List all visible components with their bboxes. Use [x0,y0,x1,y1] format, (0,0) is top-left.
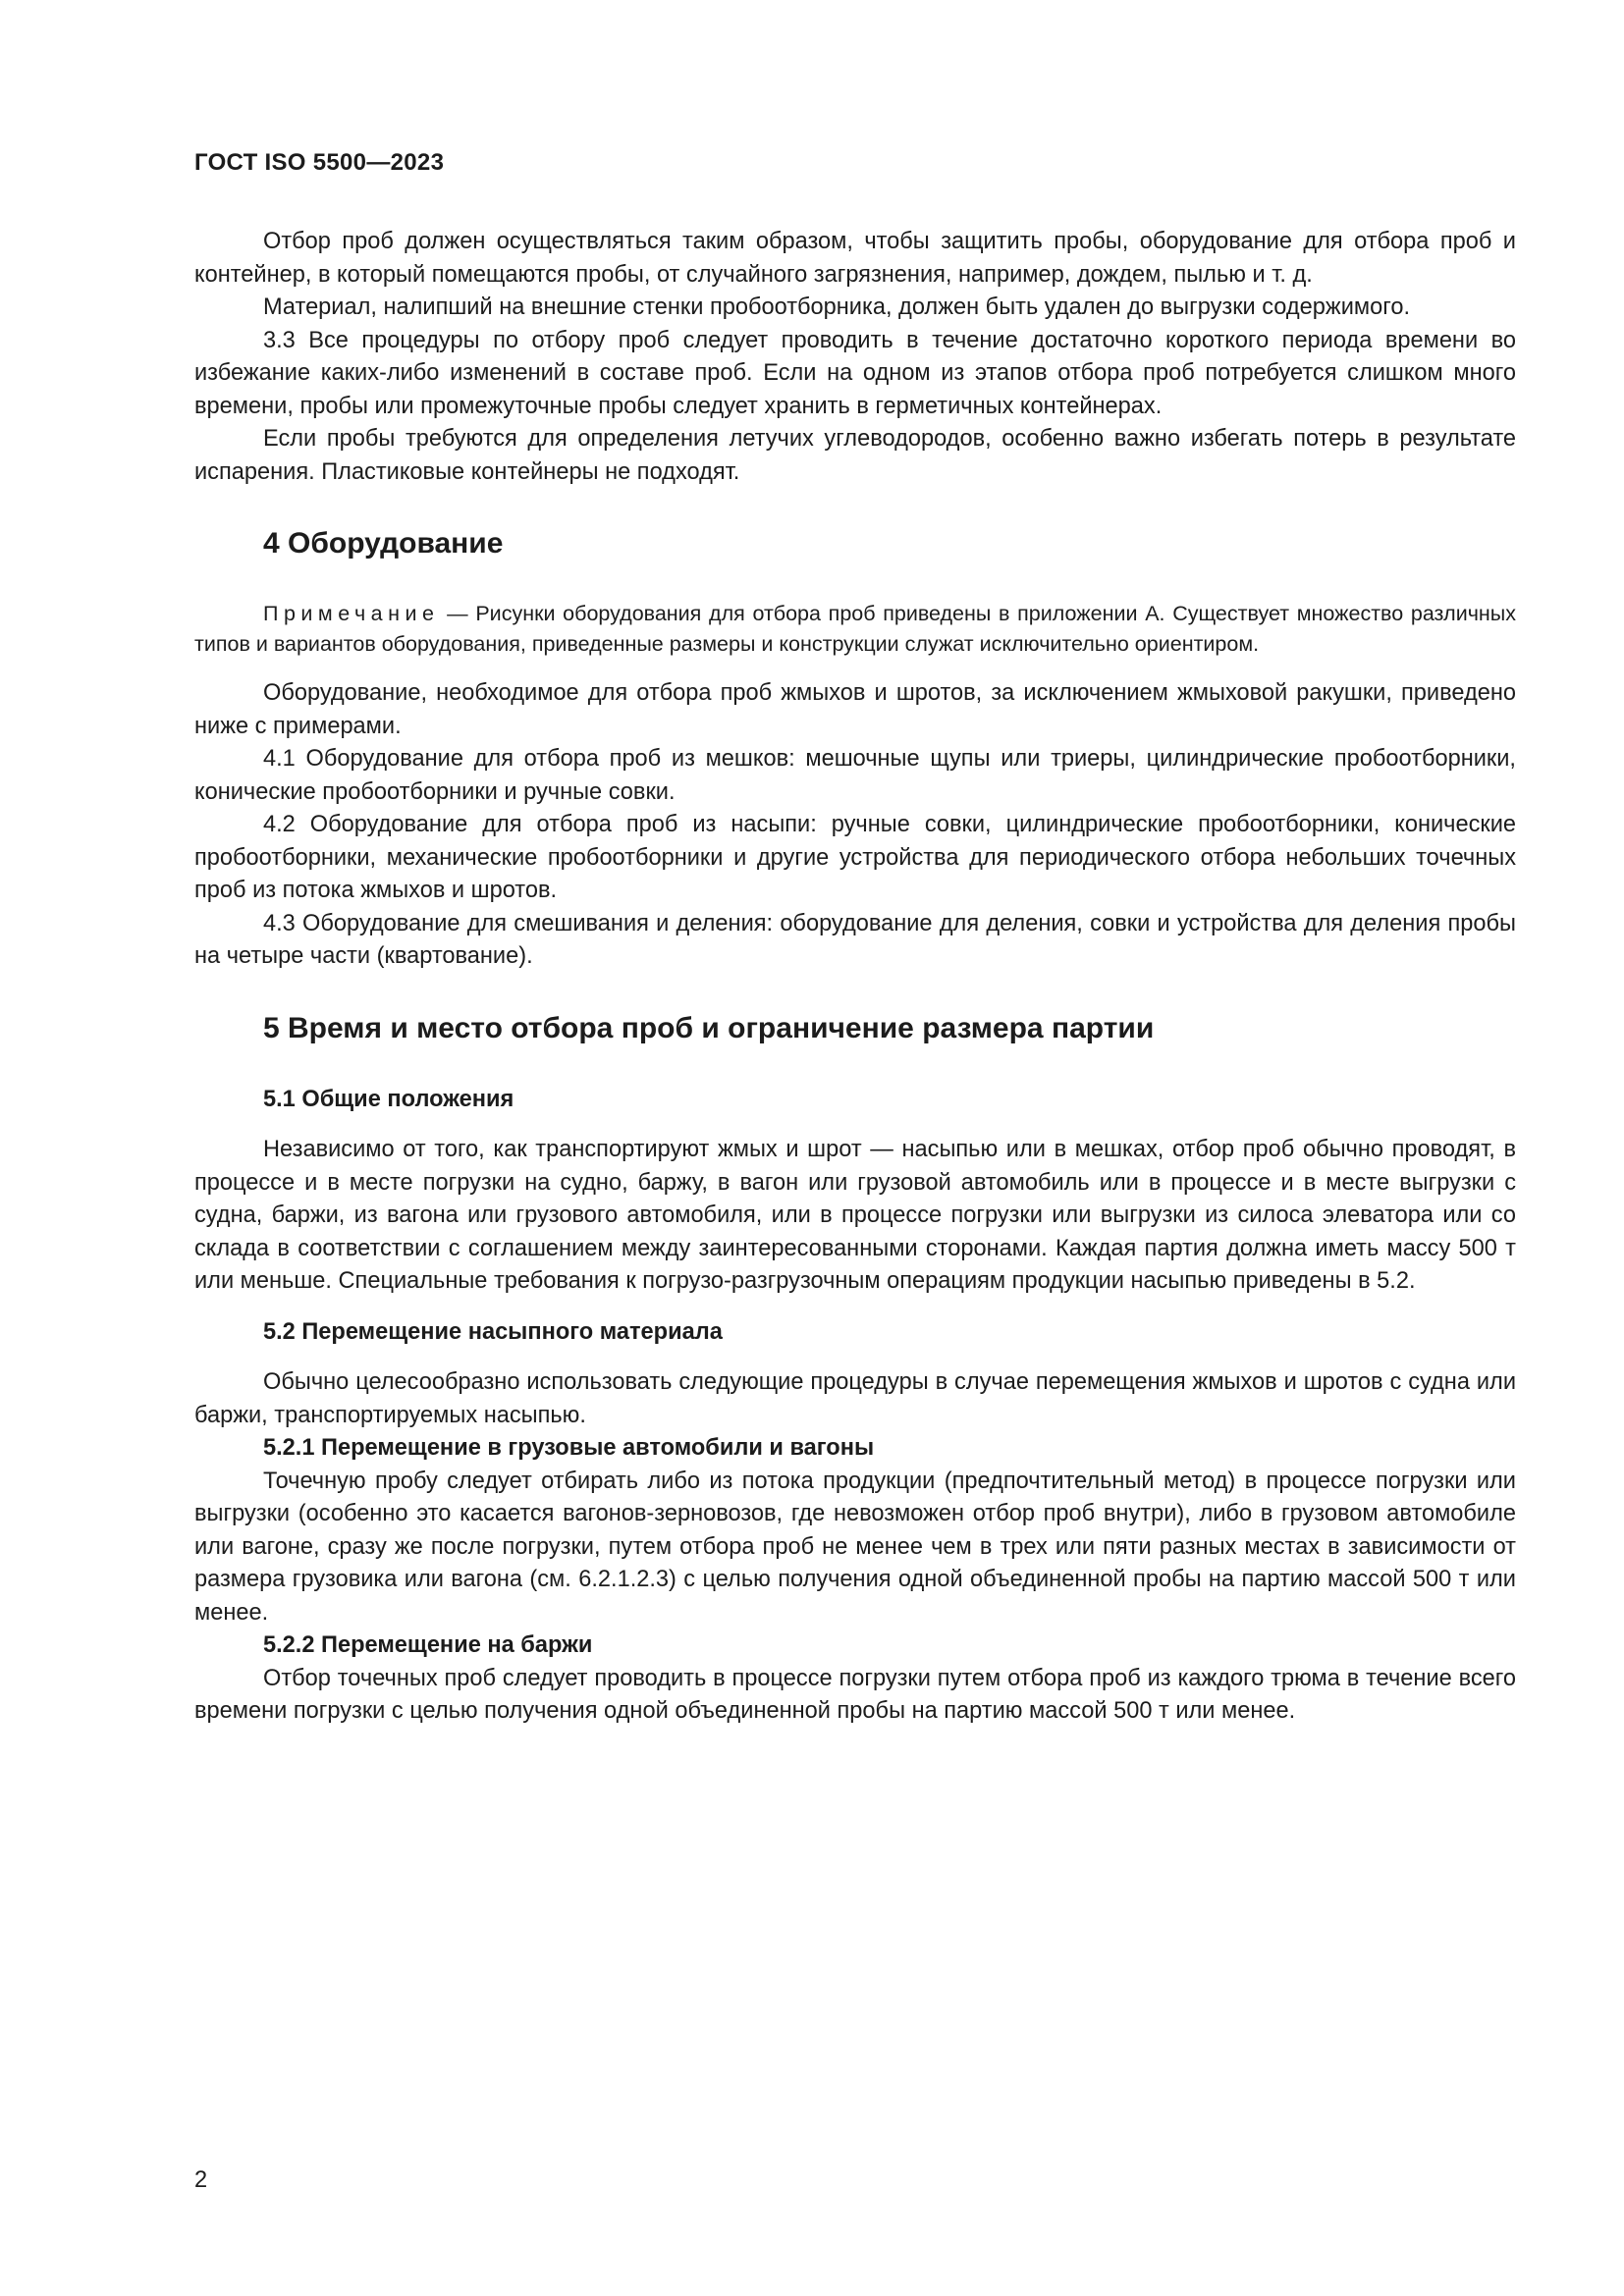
note [194,599,1516,660]
note-text: — Рисунки оборудования для отбора проб приведены в приложении А. Существует множество различных типов и вариантов оборудования, приведенные размеры и конструкции служат исключительно ориентиром. [194,602,1516,656]
note-label: Примечание [263,602,440,625]
spacer [194,489,1516,524]
spacer [194,563,1516,599]
paragraph: Точечную пробу следует отбирать либо из потока продукции (предпочтительный метод) в процессе погрузки или выгрузки (особенно это касается вагонов-зерновозов, где невозможен отбор проб внутри), либо в грузовом автомобиле или вагоне, сразу же после погрузки, путем отбора проб не менее чем в трех или пяти разных местах в зависимости от размера грузовика или вагона (см. 6.2.1.2.3) с целью получения одной объединенной пробы на партию массой 500 т или менее. [194,1468,1516,1626]
spacer [194,660,1516,677]
page-number: 2 [194,2167,208,2193]
subsection-5-2-1-heading: 5.2.1 Перемещение в грузовые автомобили и вагоны [263,1435,875,1461]
paragraph: 4.1 Оборудование для отбора проб из мешков: мешочные щупы или триеры, цилиндрические пробоотборники, конические пробоотборники и ручные совки. [194,746,1516,805]
paragraph: 4.3 Оборудование для смешивания и деления: оборудование для деления, совки и устройства для деления пробы на четыре части (квартование). [194,910,1516,969]
paragraph: Отбор проб должен осуществляться таким образом, чтобы защитить пробы, оборудование для отбора проб и контейнер, в который помещаются пробы, от случайного загрязнения, например, дождем, пылью и т. д. [194,229,1516,288]
paragraph: Оборудование, необходимое для отбора проб жмыхов и шротов, за исключением жмыховой ракушки, приведено ниже с примерами. [194,680,1516,739]
spacer [194,974,1516,1009]
section-5-heading: 5 Время и место отбора проб и ограничение размера партии [263,1011,1155,1044]
paragraph: Обычно целесообразно использовать следующие процедуры в случае перемещения жмыхов и шротов с судна или баржи, транспортируемых насыпью. [194,1369,1516,1428]
paragraph: Независимо от того, как транспортируют жмых и шрот — насыпью или в мешках, отбор проб обычно проводят, в процессе и в месте погрузки на судно, баржу, в вагон или грузовой автомобиль или в процессе и в месте выгрузки с судна, баржи, из вагона или грузового автомобиля, или в процессе погрузки или выгрузки из силоса элеватора или со склада в соответствии с соглашением между заинтересованными сторонами. Каждая партия должна иметь массу 500 т или меньше. Специальные требования к погрузо-разгрузочным операциям продукции насыпью приведены в 5.2. [194,1137,1516,1294]
paragraph: 3.3 Все процедуры по отбору проб следует проводить в течение достаточно короткого периода времени во избежание каких-либо изменений в составе проб. Если на одном из этапов отбора проб потребуется слишком много времени, пробы или промежуточные пробы следует хранить в герметичных контейнерах. [194,327,1516,419]
paragraph: Если пробы требуются для определения летучих углеводородов, особенно важно избегать потерь в результате испарения. Пластиковые контейнеры не подходят. [194,426,1516,485]
page-content [194,226,1516,1729]
subsection-5-1-heading: 5.1 Общие положения [263,1086,514,1112]
spacer [194,1116,1516,1134]
paragraph: Отбор точечных проб следует проводить в процессе погрузки путем отбора проб из каждого трюма в течение всего времени погрузки с целью получения одной объединенной пробы на партию массой 500 т или менее. [194,1665,1516,1724]
spacer [194,1299,1516,1316]
spacer [194,1048,1516,1084]
document-header: ГОСТ ISO 5500—2023 [194,149,445,176]
spacer [194,1349,1516,1366]
subsection-5-2-2-heading: 5.2.2 Перемещение на баржи [263,1632,593,1658]
paragraph: 4.2 Оборудование для отбора проб из насыпи: ручные совки, цилиндрические пробоотборники, конические пробоотборники, механические пробоотборники и другие устройства для периодического отбора небольших точечных проб из потока жмыхов и шротов. [194,812,1516,903]
subsection-5-2-heading: 5.2 Перемещение насыпного материала [263,1318,723,1345]
paragraph: Материал, налипший на внешние стенки пробоотборника, должен быть удален до выгрузки содержимого. [263,294,1410,320]
section-4-heading: 4 Оборудование [263,527,504,560]
